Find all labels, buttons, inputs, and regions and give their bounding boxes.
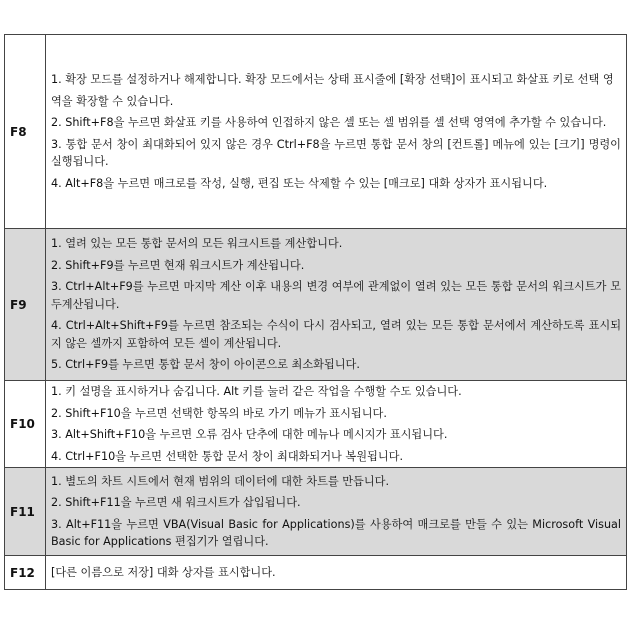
description-line: 1. 별도의 차트 시트에서 현재 범위의 데이터에 대한 차트를 만듭니다.: [51, 474, 390, 488]
description-line: 3. Alt+F11을 누르면 VBA(Visual Basic for Applications)를 사용하여 매크로를 만들 수 있는 Microsoft Visual Basic for Applications 편집기가 열립니다.: [51, 517, 621, 548]
description-line: 1. 열려 있는 모든 통합 문서의 모든 워크시트를 계산합니다.: [51, 237, 343, 251]
description-line: 역을 확장할 수 있습니다.: [51, 94, 174, 108]
description-line: 1. 확장 모드를 설정하거나 해제합니다. 확장 모드에서는 상태 표시줄에 [확장 선택]이 표시되고 화살표 키로 선택 영: [51, 73, 614, 86]
description-line: 3. Alt+Shift+F10을 누르면 오류 검사 단추에 대한 메뉴나 메시지가 표시됩니다.: [51, 428, 448, 441]
description-line: 1. 키 설명을 표시하거나 숨깁니다. Alt 키를 눌러 같은 작업을 수행할 수도 있습니다.: [51, 385, 462, 398]
description-cell: [46, 229, 627, 381]
function-key-table: [4, 34, 627, 590]
key-cell: F9: [5, 229, 46, 381]
description-line: 2. Shift+F8을 누르면 화살표 키를 사용하여 인접하지 않은 셀 또는 셀 범위를 셀 선택 영역에 추가할 수 있습니다.: [51, 116, 607, 129]
description-cell: [46, 381, 627, 468]
table-row-f9: [5, 229, 627, 381]
description-line: 2. Shift+F11을 누르면 새 워크시트가 삽입됩니다.: [51, 496, 301, 509]
description-line: 4. Alt+F8을 누르면 매크로를 작성, 실행, 편집 또는 삭제할 수 있는 [매크로] 대화 상자가 표시됩니다.: [51, 176, 548, 190]
description-line: 2. Shift+F10을 누르면 선택한 항목의 바로 가기 메뉴가 표시됩니다.: [51, 406, 387, 420]
description-line: 3. 통합 문서 창이 최대화되어 있지 않은 경우 Ctrl+F8을 누르면 통합 문서 창의 [컨트롤] 메뉴에 있는 [크기] 명령이 실행됩니다.: [51, 137, 621, 168]
description-line: 4. Ctrl+Alt+Shift+F9를 누르면 참조되는 수식이 다시 검사되고, 열려 있는 모든 통합 문서에서 계산하도록 표시되지 않은 셀까지 포함하여 모든 셀이 계산됩니다.: [51, 319, 621, 350]
table-row-f11: [5, 468, 627, 556]
key-cell: F10: [5, 381, 46, 468]
description-cell: [46, 556, 627, 590]
description-line: 5. Ctrl+F9를 누르면 통합 문서 창이 아이콘으로 최소화됩니다.: [51, 358, 360, 372]
description-line: [다른 이름으로 저장] 대화 상자를 표시합니다.: [51, 565, 276, 579]
description-cell: [46, 35, 627, 229]
table-row-f8: [5, 35, 627, 229]
key-cell: F12: [5, 556, 46, 590]
description-line: 4. Ctrl+F10을 누르면 선택한 통합 문서 창이 최대화되거나 복원됩니다.: [51, 449, 404, 463]
key-cell: F8: [5, 35, 46, 229]
key-cell: F11: [5, 468, 46, 556]
table-row-f10: [5, 381, 627, 468]
description-cell: [46, 468, 627, 556]
description-line: 3. Ctrl+Alt+F9를 누르면 마지막 계산 이후 내용의 변경 여부에 관계없이 열려 있는 모든 통합 문서의 워크시트가 모두계산됩니다.: [51, 280, 621, 311]
table-row-f12: [5, 556, 627, 590]
description-line: 2. Shift+F9를 누르면 현재 워크시트가 계산됩니다.: [51, 258, 305, 272]
